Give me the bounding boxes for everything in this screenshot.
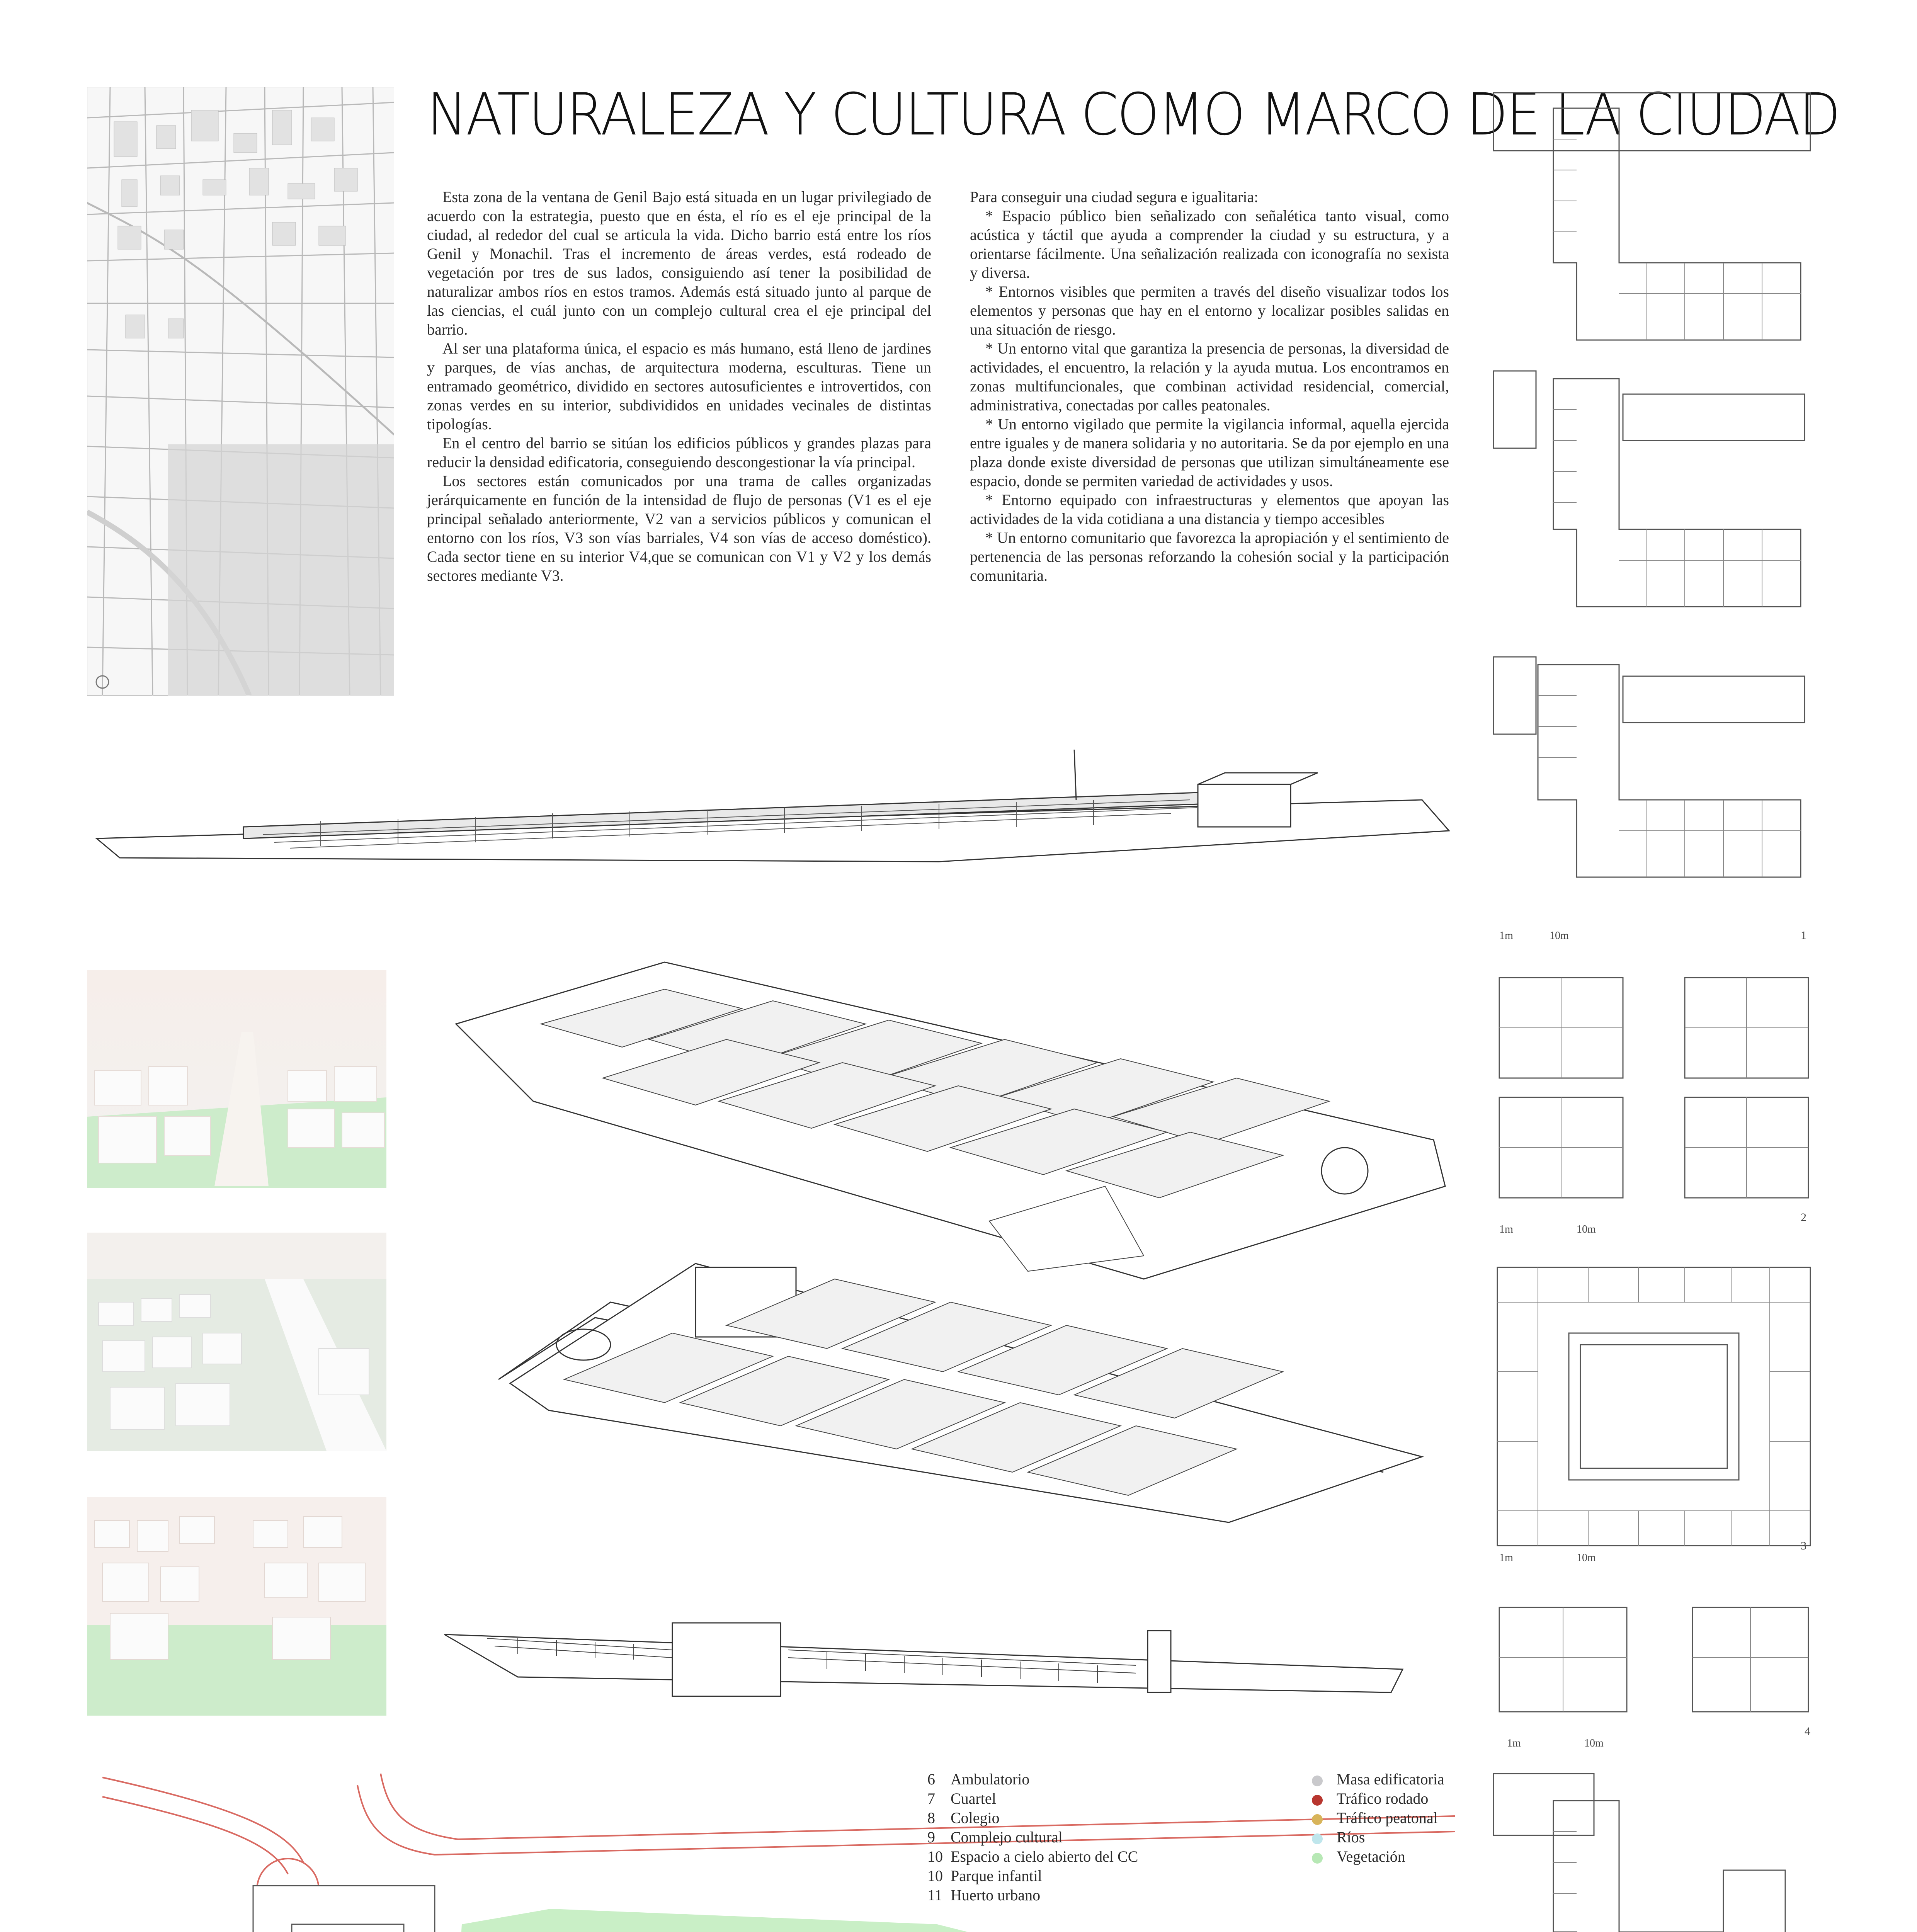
safety-item: * Un entorno vigilado que permite la vigilancia informal, aquella ejercida entre iguales y de manera solidaria y no autoritaria. Se da por ejemplo en una plaza donde existe diversidad de personas que utilizan simultáneamente ese espacio, donde se permiten variedad de actividades y usos. [970, 415, 1449, 490]
plan-scale-label: 1m [1499, 1552, 1513, 1564]
safety-heading: Para conseguir una ciudad segura e igualitaria: [970, 188, 1259, 206]
swatch-icon [1312, 1795, 1323, 1806]
plan-scale-label: 10m [1584, 1737, 1604, 1749]
plan-scale-label: 10m [1577, 1223, 1596, 1235]
legend-item: Ríos [1312, 1828, 1444, 1847]
highlighted-area [168, 444, 394, 696]
swatch-icon [1312, 1776, 1323, 1786]
plan-scale-label: 1m [1499, 1223, 1513, 1235]
legend-item: Vegetación [1312, 1847, 1444, 1866]
swatch-icon [1312, 1833, 1323, 1844]
context-map [87, 87, 394, 696]
color-legend [1312, 1770, 1444, 1866]
swatch-icon [1312, 1814, 1323, 1825]
model-photo-2 [87, 1233, 386, 1451]
plan-scale-label: 1m [1507, 1737, 1521, 1749]
plan-number: 1 [1801, 929, 1806, 942]
axonometric-view-3 [495, 1256, 1430, 1526]
safety-item: * Un entorno vital que garantiza la presencia de personas, la diversidad de actividades, el encuentro, la relación y la ayuda mutua. Los encontramos en zonas multifuncionales, que combinan actividad residencial, comercial, administrativa, conectadas por calles peatonales. [970, 340, 1449, 414]
floor-plan-set-3 [1492, 1264, 1816, 1569]
intro-paragraph: Esta zona de la ventana de Genil Bajo está situada en un lugar privilegiado de acuerdo con la estrategia, puesto que en ésta, el río es el eje principal de la ciudad, al rededor del cual se articula la vida. Dicho barrio está entre los ríos Genil y Monachil. Tras el incremento de áreas verdes, está rodeado de vegetación por tres de sus lados, consiguiendo así tener la posibilidad de naturalizar ambos ríos en estos tramos. Además está situado junto al parque de las ciencias, el cuál junto con un complejo cultural crea el eje principal del barrio. [427, 188, 931, 338]
plan-scale-label: 10m [1577, 1552, 1596, 1564]
intro-text [427, 187, 931, 585]
legend-item: 10 Espacio a cielo abierto del CC [927, 1848, 1138, 1865]
legend-item: Tráfico peatonal [1312, 1808, 1444, 1828]
legend-item: 10 Parque infantil [927, 1867, 1042, 1884]
floor-plan-set-2 [1492, 970, 1816, 1240]
site-plan [87, 1762, 1463, 1932]
floor-plan-set-4 [1492, 1604, 1816, 1758]
legend-item: 8 Colegio [927, 1809, 1000, 1827]
legend-item: Tráfico rodado [1312, 1789, 1444, 1808]
axonometric-elevation-4 [441, 1607, 1410, 1708]
axonometric-elevation-1 [89, 742, 1457, 920]
plan-number: 2 [1801, 1211, 1806, 1224]
safety-item: * Entorno equipado con infraestructuras y elementos que apoyan las actividades de la vida cotidiana a una distancia y tiempo accesibles [970, 491, 1449, 527]
safety-item: * Un entorno comunitario que favorezca la apropiación y el sentimiento de pertenencia de las personas reforzando la cohesión social y la participación comunitaria. [970, 529, 1449, 584]
safety-item: * Espacio público bien señalizado con señalética tanto visual, como acústica y táctil que ayuda a comprender la ciudad y su estructura, y a orientarse fácilmente. Una señalización realizada con iconografía no sexista y diversa. [970, 207, 1449, 281]
plan-scale-label: 1m [1499, 930, 1513, 942]
plan-scale-label: 10m [1550, 930, 1569, 942]
intro-paragraph: Al ser una plataforma única, el espacio es más humano, está lleno de jardines y parques, de vías anchas, de arquitectura moderna, esculturas. Tiene un entramado geométrico, dividido en sectores autosuficientes e introvertidos, con zonas verdes en su interior, subdivididos en unidades vecinales de distintas tipologías. [427, 340, 931, 433]
model-photo-3 [87, 1497, 386, 1716]
intro-paragraph: En el centro del barrio se sitúan los edificios públicos y grandes plazas para reducir la densidad edificatoria, conseguiendo descongestionar la vía principal. [427, 434, 931, 471]
legend-item: 11 Huerto urbano [927, 1886, 1041, 1904]
floor-plan-set-5 [1492, 1770, 1816, 1932]
floor-plan-set-1 [1492, 85, 1816, 943]
legend-item: 6 Ambulatorio [927, 1770, 1030, 1788]
model-photo-1 [87, 970, 386, 1188]
intro-paragraph: Los sectores están comunicados por una trama de calles organizadas jerárquicamente en función de la intensidad de flujo de personas (V1 es el eje principal señalado anteriormente, V2 van a servicios públicos y comunican el entorno con los ríos, V3 son vías barriales, V4 son vías de acceso doméstico). Cada sector tiene en su interior V4,que se comunican con V1 y V2 y los demás sectores mediante V3. [427, 472, 931, 584]
legend-item: 9 Complejo cultural [927, 1828, 1063, 1846]
safety-item: * Entornos visibles que permiten a través del diseño visualizar todos los elementos y personas que hay en el entorno y localizar posibles salidas en una situación de riesgo. [970, 283, 1449, 338]
page-title: NATURALEZA Y CULTURA COMO MARCO DE LA CIUDAD [427, 81, 1839, 148]
plan-number: 3 [1801, 1539, 1806, 1552]
legend-item: 7 Cuartel [927, 1790, 996, 1807]
program-legend [927, 1770, 1138, 1905]
axonometric-view-2 [448, 954, 1461, 1287]
plan-number: 4 [1805, 1725, 1810, 1738]
safety-text [970, 187, 1449, 585]
swatch-icon [1312, 1853, 1323, 1864]
legend-item: Masa edificatoria [1312, 1770, 1444, 1789]
